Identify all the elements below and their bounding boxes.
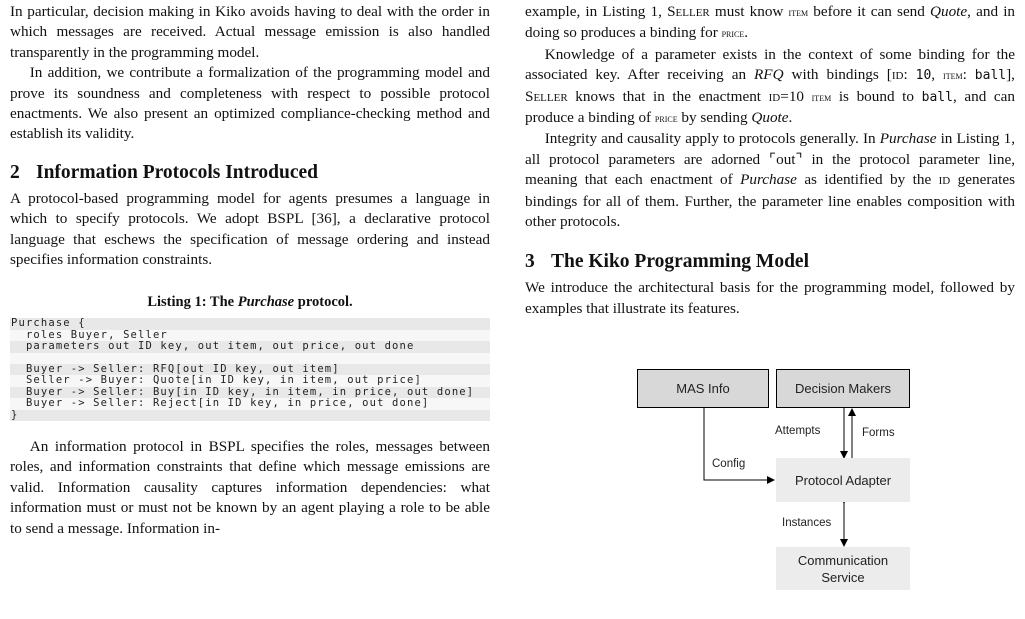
section-heading [10,161,490,185]
value: ball [974,68,1007,84]
text-run: generates bindings for all of them. Further, the parameter line enables composition with other protocols. [525,171,1015,231]
text-run: ], [1006,66,1015,84]
text-run: : [903,66,916,84]
mas-info-box: MAS Info [637,369,769,408]
text-run: by sending [677,109,752,127]
code-line: Seller -> Buyer: Quote[in ID key, in item, out price] [10,375,490,386]
message-name: RFQ [754,66,784,84]
text-run: is bound to [831,87,922,105]
architecture-diagram [636,369,936,619]
communication-service-box: Communication Service [776,547,910,590]
text-run: . [788,109,793,127]
paragraph: A protocol-based programming model for agents presumes a language in which to specify protocols. We adopt BSPL [36], a declarative protocol language that eschews the specification of message ordering and instead specifies information constraints. [10,189,490,269]
section-title: The Kiko Programming Model [551,251,810,273]
code-line: roles Buyer, Seller [10,330,490,341]
code-line: } [10,410,490,421]
attempts-label: Attempts [775,425,821,437]
listing-caption [10,292,490,312]
paragraph [525,45,1015,130]
text-run: . [744,24,749,42]
text-run: =10 [780,87,812,105]
text-run: , and in doing so produces a binding for [525,3,1016,42]
paragraph: We introduce the architectural basis for the programming model, followed by examples that illustrate its features. [525,279,1015,317]
code-line: Buyer -> Seller: RFQ[out ID key, out item] [10,364,490,375]
protocol-adapter-box: Protocol Adapter [776,458,910,502]
text-run: example, in Listing 1, [525,3,668,20]
text-run: as identified by the [796,171,939,189]
instances-label: Instances [782,517,832,529]
text-run: in Listing 1, all protocol parameters are adorned ⌜out⌝ in the protocol parameter line, meaning that each enactment of [525,130,1015,189]
paragraph [525,129,1015,232]
section-title: Information Protocols Introduced [36,161,319,183]
role-name: Seller [525,87,568,105]
code-line: Buyer -> Seller: Reject[in ID key, in price, out done] [10,398,490,409]
paragraph: In particular, decision making in Kiko avoids having to deal with the order in which messages are received. Actual message emission is also handled transparently in the programming model. [10,3,490,61]
caption-protocol-name: Purchase [237,294,295,311]
right-column [525,0,1015,319]
protocol-name: Purchase [740,171,797,189]
text-run: knows that in the enactment [567,87,769,105]
param-name: item [811,91,832,104]
text-run: with bindings [ [783,66,892,84]
code-line [10,353,490,364]
text-run: , and can produce a binding of [525,87,1015,127]
role-name: Seller [667,3,710,20]
value: 10 [915,68,932,84]
code-line: Purchase { [10,318,490,329]
text-run: before it can send [808,3,931,20]
paragraph: An information protocol in BSPL specifies the roles, messages between roles, and information constraints that define which message emissions are valid. Information causality captures information dependencies: what information must or must not be known by an agent playing a role to be able to send a message. Information in- [10,437,490,537]
param-name: item [943,70,963,83]
caption-suffix: protocol. [294,294,353,311]
message-name: Quote [930,3,968,20]
left-column [10,0,490,539]
param-name: ID [938,175,951,188]
code-listing [10,318,490,421]
param-name: item [788,7,809,19]
param-name: ID [891,70,904,83]
param-name: price [654,113,678,126]
section-number: 3 [525,251,535,273]
code-line: Buyer -> Seller: Buy[in ID key, in item, in price, out done] [10,387,490,398]
decision-makers-box: Decision Makers [776,369,910,408]
text-run: Integrity and causality apply to protocols generally. In [544,130,880,148]
text-run: Knowledge of a parameter exists in the context of some binding for the associated key. After receiving an [525,45,1015,84]
paragraph [525,2,1015,45]
paragraph: In addition, we contribute a formalization of the programming model and prove its soundness and completeness with respect to possible protocol enactments. We also present an optimized compliance-checking method and establish its validity. [10,64,490,143]
param-name: ID [768,91,781,104]
message-name: Quote [751,109,789,127]
section-heading [525,250,1015,274]
text-run: must know [709,3,789,20]
section-number: 2 [10,161,20,183]
forms-label: Forms [862,427,895,439]
value: ball [921,89,953,105]
protocol-name: Purchase [879,130,937,148]
param-name: price [721,28,745,41]
text-run: , [931,66,944,84]
caption-prefix: Listing 1: The [147,294,238,311]
config-label: Config [712,458,746,470]
code-line: parameters out ID key, out item, out price, out done [10,341,490,352]
text-run: : [962,66,975,84]
